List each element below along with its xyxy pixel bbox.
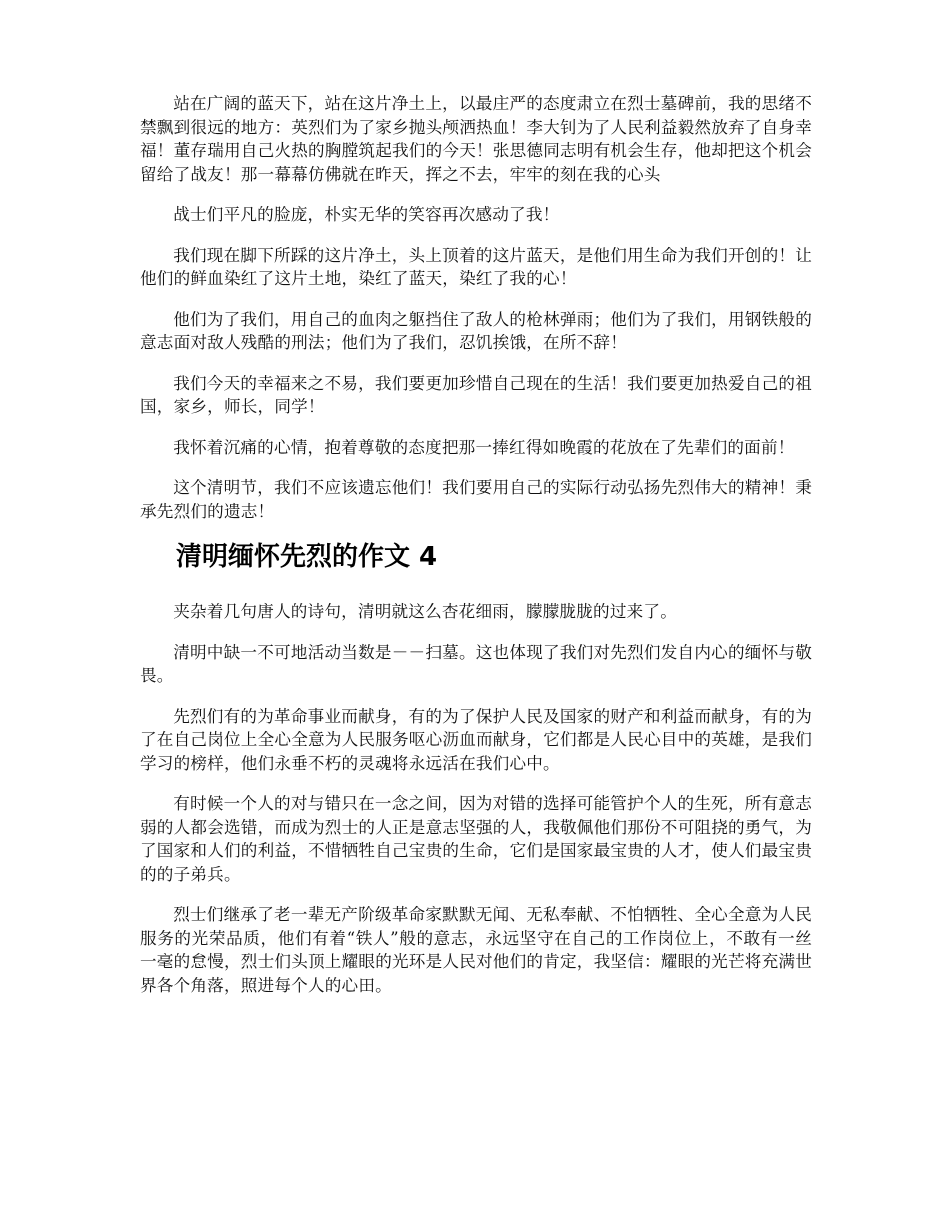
paragraph: 战士们平凡的脸庞，朴实无华的笑容再次感动了我！ (173, 205, 560, 224)
paragraph: 他们为了我们，用自己的血肉之躯挡住了敌人的枪林弹雨；他们为了我们，用钢铁般的意志面对敌人残酷的刑法；他们为了我们，忍饥挨饿，在所不辞！ (140, 309, 812, 352)
paragraph: 烈士们继承了老一辈无产阶级革命家默默无闻、无私奉献、不怕牺牲、全心全意为人民服务的光荣品质，他们有着“铁人”般的意志，永远坚守在自己的工作岗位上，不敢有一丝一毫的怠慢，烈士们头顶上耀眼的光环是人民对他们的肯定，我坚信：耀眼的光芒将充满世界各个角落，照进每个人的心田。 (140, 905, 812, 995)
paragraph: 有时候一个人的对与错只在一念之间，因为对错的选择可能管护个人的生死，所有意志弱的人都会选错，而成为烈士的人正是意志坚强的人，我敬佩他们那份不可阻挠的勇气，为了国家和人们的利益，不惜牺牲自己宝贵的生命，它们是国家最宝贵的人才，使人们最宝贵的的子弟兵。 (140, 794, 812, 884)
paragraph: 我怀着沉痛的心情，抱着尊敬的态度把那一捧红得如晚霞的花放在了先辈们的面前！ (173, 437, 795, 457)
paragraph: 清明中缺一不可地活动当数是－－扫墓。这也体现了我们对先烈们发自内心的缅怀与敬畏。 (140, 642, 812, 685)
paragraph: 我们今天的幸福来之不易，我们要更加珍惜自己现在的生活！我们要更加热爱自己的祖国，家乡，师长，同学！ (140, 373, 812, 416)
paragraph: 先烈们有的为革命事业而献身，有的为了保护人民及国家的财产和利益而献身，有的为了在自己岗位上全心全意为人民服务呕心沥血而献身，它们都是人民心目中的英雄，是我们学习的榜样，他们永垂不朽的灵魂将永远活在我们心中。 (140, 706, 812, 773)
paragraph: 站在广阔的蓝天下，站在这片净土上，以最庄严的态度肃立在烈士墓碑前，我的思绪不禁飘到很远的地方：英烈们为了家乡抛头颅洒热血！李大钊为了人民利益毅然放弃了自身幸福！董存瑞用自己火热的胸膛筑起我们的今天！张思德同志明有机会生存，他却把这个机会留给了战友！那一幕幕仿佛就在昨天，挥之不去，牢牢的刻在我的心头 (140, 94, 812, 184)
paragraph: 夹杂着几句唐人的诗句，清明就这么杏花细雨，朦朦胧胧的过来了。 (173, 602, 677, 621)
paragraph: 这个清明节，我们不应该遗忘他们！我们要用自己的实际行动弘扬先烈伟大的精神！秉承先烈们的遗志！ (140, 478, 812, 521)
document-body (140, 92, 812, 1014)
section-heading: 清明缅怀先烈的作文 4 (176, 542, 438, 572)
paragraph: 我们现在脚下所踩的这片净土，头上顶着的这片蓝天，是他们用生命为我们开创的！让他们的鲜血染红了这片土地，染红了蓝天，染红了我的心！ (140, 245, 812, 288)
